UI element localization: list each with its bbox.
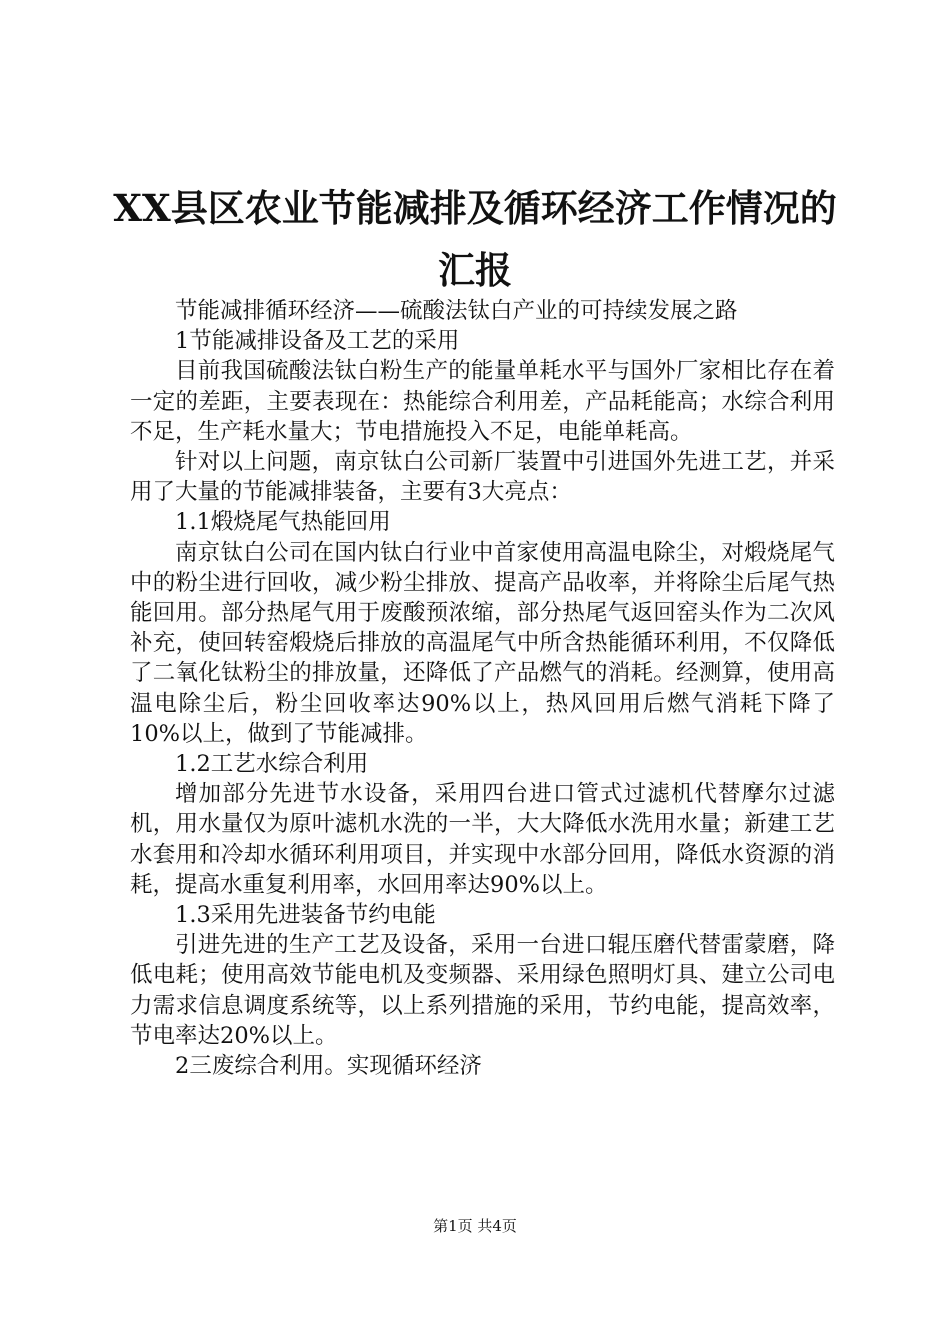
section-heading-2: 2三废综合利用。实现循环经济 xyxy=(175,1053,482,1080)
subtitle-paragraph: 节能减排循环经济——硫酸法钛白产业的可持续发展之路 xyxy=(175,298,738,324)
document-body xyxy=(130,296,835,1081)
body-paragraph: 南京钛白公司在国内钛白行业中首家使用高温电除尘，对煅烧尾气中的粉尘进行回收，减少粉尘排放、提高产品收率，并将除尘后尾气热能回用。部分热尾气用于废酸预浓缩，部分热尾气返回窑头作为二次风补充，使回转窑煅烧后排放的高温尾气中所含热能循环利用，不仅降低了二氧化钛粉尘的排放量，还降低了产品燃气的消耗。经测算，使用高温电除尘后，粉尘回收率达90%以上，热风回用后燃气消耗下降了10%以上，做到了节能减排。 xyxy=(130,539,835,747)
section-heading-1-2: 1.2工艺水综合利用 xyxy=(175,751,369,778)
section-heading-1-1: 1.1煅烧尾气热能回用 xyxy=(175,509,391,536)
section-heading-1-3: 1.3采用先进装备节约电能 xyxy=(175,902,436,929)
section-heading-1: 1节能减排设备及工艺的采用 xyxy=(175,328,460,355)
body-paragraph: 目前我国硫酸法钛白粉生产的能量单耗水平与国外厂家相比存在着一定的差距，主要表现在：热能综合利用差，产品耗能高；水综合利用不足，生产耗水量大；节电措施投入不足，电能单耗高。 xyxy=(130,358,835,445)
body-paragraph: 增加部分先进节水设备，采用四台进口管式过滤机代替摩尔过滤机，用水量仅为原叶滤机水洗的一半，大大降低水洗用水量；新建工艺水套用和冷却水循环利用项目，并实现中水部分回用，降低水资源的消耗，提高水重复利用率，水回用率达90%以上。 xyxy=(130,781,835,898)
document-title-line-2: 汇报 xyxy=(438,248,512,292)
body-paragraph: 引进先进的生产工艺及设备，采用一台进口辊压磨代替雷蒙磨，降低电耗；使用高效节能电机及变频器、采用绿色照明灯具、建立公司电力需求信息调度系统等，以上系列措施的采用，节约电能，提高效率，节电率达20%以上。 xyxy=(130,932,835,1049)
body-paragraph: 针对以上问题，南京钛白公司新厂装置中引进国外先进工艺，并采用了大量的节能减排装备，主要有3大亮点： xyxy=(130,449,835,506)
page-footer: 第1页 共4页 xyxy=(433,1217,517,1235)
document-title-line-1: XX县区农业节能减排及循环经济工作情况的 xyxy=(113,186,837,230)
